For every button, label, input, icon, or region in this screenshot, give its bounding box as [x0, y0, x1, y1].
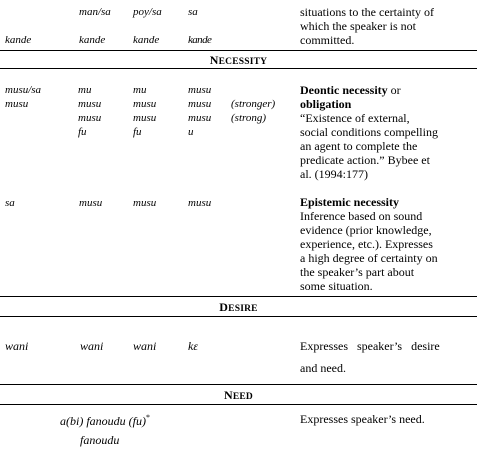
- epistemic-line-3: experience, etc.). Expresses: [300, 237, 433, 251]
- deontic-c3-3: musu: [133, 112, 157, 124]
- desire-c1: wani: [5, 339, 29, 353]
- deontic-quote-4: predicate action.” Bybee et: [300, 153, 430, 167]
- deontic-c3-1: mu: [133, 84, 147, 96]
- epistemic-c1: sa: [5, 197, 15, 209]
- desire-c3: wani: [133, 339, 157, 353]
- epistemic-line-2: evidence (prior knowledge,: [300, 223, 432, 237]
- epistemic-title: Epistemic necessity: [300, 195, 399, 209]
- top-row2-c2: kande: [79, 34, 106, 46]
- deontic-title: Deontic necessity or: [300, 83, 401, 97]
- need-form-2: fanoudu: [80, 433, 120, 447]
- deontic-quote-2: social conditions compelling: [300, 125, 438, 139]
- desire-c4: kɛ: [188, 339, 199, 353]
- desire-desc-line-1: Expresses speaker’s desire: [300, 339, 440, 353]
- deontic-title-line2: obligation: [300, 97, 352, 111]
- top-row1-c3: poy/sa: [133, 6, 162, 18]
- epistemic-line-6: some situation.: [300, 279, 373, 293]
- divider: [0, 296, 477, 297]
- deontic-c4-4: u: [188, 126, 194, 138]
- deontic-c2-4: fu: [78, 126, 87, 138]
- need-form: a(bi) fanoudu (fu)*: [60, 413, 151, 428]
- need-footnote-mark: *: [146, 413, 151, 422]
- deontic-c2-1: mu: [78, 84, 92, 96]
- deontic-note-stronger: (stronger): [231, 98, 276, 110]
- deontic-quote-1: “Existence of external,: [300, 111, 410, 125]
- top-row1-c4: sa: [188, 6, 198, 18]
- deontic-c4-2: musu: [188, 98, 212, 110]
- top-row2-c4: kande: [188, 34, 212, 46]
- desire-c2: wani: [80, 339, 104, 353]
- deontic-c2-2: musu: [78, 98, 102, 110]
- divider: [0, 404, 477, 405]
- epistemic-c4: musu: [188, 197, 212, 209]
- deontic-c4-1: musu: [188, 84, 212, 96]
- divider: [0, 68, 477, 69]
- deontic-c1-1: musu/sa: [5, 84, 42, 96]
- top-row1-c2: man/sa: [79, 6, 111, 18]
- epistemic-line-5: the speaker’s part about: [300, 265, 415, 279]
- epistemic-c2: musu: [79, 197, 103, 209]
- deontic-c4-3: musu: [188, 112, 212, 124]
- top-row2-c1: kande: [5, 34, 32, 46]
- epistemic-c3: musu: [133, 197, 157, 209]
- top-desc-line-1: situations to the certainty of: [300, 5, 434, 19]
- divider: [0, 50, 477, 51]
- epistemic-line-4: a high degree of certainty on: [300, 251, 438, 265]
- deontic-c1-2: musu: [5, 98, 29, 110]
- deontic-note-strong: (strong): [231, 112, 267, 124]
- section-heading-necessity: NECESSITY: [209, 53, 268, 67]
- deontic-c2-3: musu: [78, 112, 102, 124]
- deontic-quote-3: an agent to complete the: [300, 139, 418, 153]
- top-row2-c3: kande: [133, 34, 160, 46]
- top-desc-line-2: which the speaker is not: [300, 19, 416, 33]
- need-desc: Expresses speaker’s need.: [300, 412, 425, 426]
- divider: [0, 384, 477, 385]
- desire-desc-line-2: and need.: [300, 361, 346, 375]
- deontic-quote-5: al. (1994:177): [300, 167, 368, 181]
- divider: [0, 316, 477, 317]
- deontic-c3-4: fu: [133, 126, 142, 138]
- epistemic-line-1: Inference based on sound: [300, 209, 423, 223]
- deontic-c3-2: musu: [133, 98, 157, 110]
- section-heading-need: NEED: [223, 388, 253, 402]
- top-desc-line-3: committed.: [300, 33, 355, 47]
- section-heading-desire: DESIRE: [219, 300, 258, 314]
